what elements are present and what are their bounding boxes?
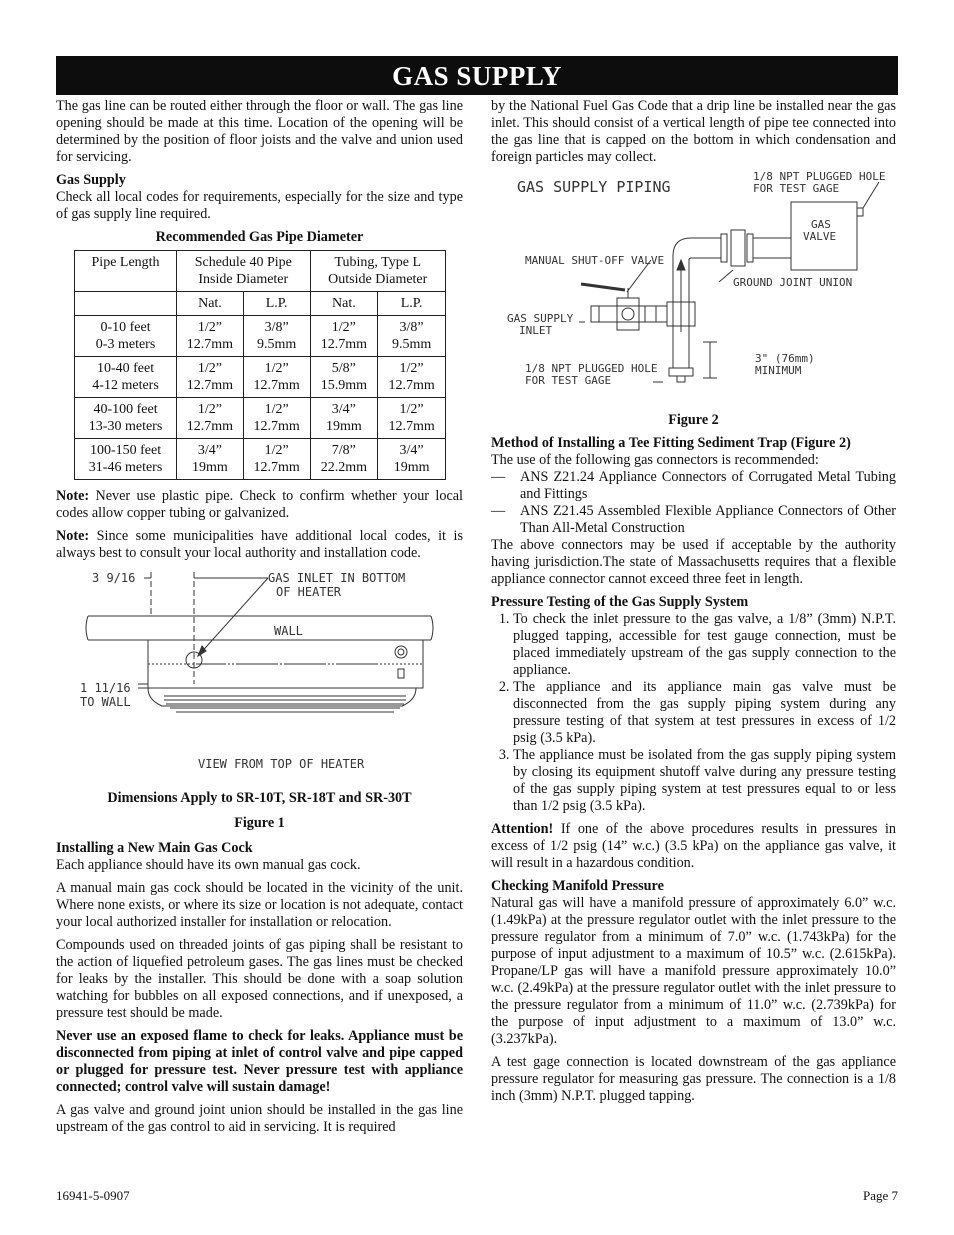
figure-2-diagram [491,172,896,408]
list-item: 2. The appliance and its appliance main gas valve must be disconnected from the gas supply piping system during any pressure testing of that system at test pressures in excess of 1/2 psig (3.5 kPa). [513,679,896,747]
fig2-min-2: MINIMUM [755,364,802,377]
new-gas-cock-text: Each appliance should have its own manual gas cock. [56,857,361,873]
figure-1-note: Dimensions Apply to SR-10T, SR-18T and SR-30T [107,790,412,806]
page-title: GAS SUPPLY [56,56,898,95]
fig2-plug-bot: 1/8 NPT PLUGGED HOLE [525,362,658,375]
gas-supply-text: Check all local codes for requirements, especially for the size and type of gas supply line required. [56,189,463,222]
figure-1-diagram [56,572,463,784]
list-item: — ANS Z21.45 Assembled Flexible Appliance Connectors of Other Than All-Metal Construction [491,503,896,536]
drip-line-paragraph: by the National Fuel Gas Code that a drip line be installed near the gas inlet. This should consist of a vertical length of pipe tee connected into the gas line that is capped on the bottom in which condensation and foreign particles may collect. [491,98,896,165]
table-caption: Recommended Gas Pipe Diameter [155,229,364,245]
massachusetts-paragraph: The above connectors may be used if acceptable by the authority having jurisdiction.The state of Massachusetts requires that a flexible appliance connector cannot exceed three feet in length. [491,537,896,587]
valve-paragraph: A gas valve and ground joint union should be installed in the gas line upstream of the gas control to aid in servicing. It is required [56,1102,463,1135]
table-row: 100-150 feet 31-46 meters 3/4” 19mm 1/2” 12.7mm 7/8” 22.2mm 3/4” 19mm [75,439,446,480]
fig1-dim-a: 3 9/16 [92,572,136,585]
fig1-dim-b: 1 11/16 [80,681,131,695]
table-subheader-row: Nat. L.P. Nat. L.P. [75,292,446,316]
attention-paragraph: Attention! If one of the above procedures results in pressures in excess of 1/2 psig (14” w.c.) (3.5 kPa) on the appliance gas valve, it will result in a hazardous condition. [491,821,896,871]
manifold-paragraph: Natural gas will have a manifold pressure of approximately 6.0” w.c. (1.49kPa) at the pressure regulator outlet with the inlet pressure to the pressure regulator from a minimum of 7.0” w.c. (1.743kPa) for the purpose of input adjustment to a maximum of 10.5” w.c. (2.615kPa). Propane/LP gas will have a manifold pressure approximately 10.0” w.c. (2.49kPa) at the pressure regulator outlet with the inlet pressure to the pressure regulator from a minimum of 11.0” w.c. (2.739kPa) for the purpose of input adjustment to a maximum of 13.0” w.c. (3.237kPa). [491,895,896,1047]
table-header-row [75,251,446,292]
fig1-view-label: VIEW FROM TOP OF HEATER [198,757,365,771]
page-number: Page 7 [862,1188,898,1203]
figure-1-caption: Figure 1 [234,815,285,831]
header-tubing: Tubing, Type L Outside Diameter [310,251,446,292]
header-pipe-length: Pipe Length [75,251,177,292]
manifold-heading: Checking Manifold Pressure [491,878,664,894]
tee-fitting-text: The use of the following gas connectors is recommended: [491,452,819,468]
left-column [56,98,463,1142]
compounds-paragraph: Compounds used on threaded joints of gas piping shall be resistant to the action of liquefied petroleum gases. The gas lines must be checked for leaks by the installer. This should be done with a soap solution watching for bubbles on all exposed connections, and if unexposed, a pressure test should be made. [56,937,463,1021]
fig2-inlet: GAS SUPPLY [507,312,574,325]
fig1-inlet-label: GAS INLET IN BOTTOM [268,572,406,585]
pressure-testing-heading: Pressure Testing of the Gas Supply System [491,594,749,610]
tee-fitting-heading: Method of Installing a Tee Fitting Sediment Trap (Figure 2) [491,435,851,451]
gas-supply-heading: Gas Supply [56,172,126,188]
note-local-codes: Note: Since some municipalities have additional local codes, it is always best to consult your local authority and installation code. [56,528,463,561]
list-item: 3. The appliance must be isolated from the gas supply piping system by closing its equipment shutoff valve during any pressure testing of the gas supply piping system at test pressures equal to or less than 1/2 psig (3.5 kPa). [513,747,896,815]
document-number: 16941-5-0907 [56,1188,130,1203]
header-schedule-40: Schedule 40 Pipe Inside Diameter [177,251,310,292]
new-gas-cock-heading: Installing a New Main Gas Cock [56,840,253,856]
fig2-min: 3" (76mm) [755,352,815,365]
intro-paragraph: The gas line can be routed either through the floor or wall. The gas line opening should be made at this time. Location of the opening will be determined by the position of floor joists and the valve and union used for servicing. [56,98,463,165]
manual-cock-paragraph: A manual main gas cock should be located in the vicinity of the unit. Where none exists, or where its size or location is not adequate, contact your local authorized installer for installation or relocation. [56,880,463,930]
fig2-plug-bot-2: FOR TEST GAGE [525,374,612,387]
list-item: — ANS Z21.24 Appliance Connectors of Corrugated Metal Tubing and Fittings [491,469,896,502]
table-row: 0-10 feet 0-3 meters 1/2” 12.7mm 3/8” 9.5mm 1/2” 12.7mm 3/8” 9.5mm [75,316,446,357]
fig2-plug-top-2: FOR TEST GAGE [753,182,840,195]
fig2-title: GAS SUPPLY PIPING [517,178,671,196]
gas-pipe-table [74,250,446,480]
fig2-union: GROUND JOINT UNION [733,276,853,289]
list-item: 1. To check the inlet pressure to the gas valve, a 1/8” (3mm) N.P.T. plugged tapping, accessible for test gauge connection, must be placed immediately upstream of the gas supply connection to the appliance. [513,611,896,679]
fig2-inlet-2: INLET [519,324,553,337]
fig1-inlet-label-2: OF HEATER [276,585,342,599]
right-column [491,98,896,1111]
pressure-test-list [491,611,896,815]
fig2-shutoff: MANUAL SHUT-OFF VALVE [525,254,665,267]
fig1-wall-label: WALL [274,624,303,638]
fig2-valve-2: VALVE [803,230,837,243]
figure-2-caption: Figure 2 [668,412,719,428]
note-plastic-pipe: Note: Never use plastic pipe. Check to confirm whether your local codes allow copper tubing or galvanized. [56,488,463,521]
table-row: 10-40 feet 4-12 meters 1/2” 12.7mm 1/2” 12.7mm 5/8” 15.9mm 1/2” 12.7mm [75,357,446,398]
table-row: 40-100 feet 13-30 meters 1/2” 12.7mm 1/2” 12.7mm 3/4” 19mm 1/2” 12.7mm [75,398,446,439]
fig1-dim-b-2: TO WALL [80,695,131,709]
flame-warning: Never use an exposed flame to check for leaks. Appliance must be disconnected from piping at inlet of control valve and pipe capped or plugged for pressure test. Never pressure test with appliance connected; control valve will sustain damage! [56,1028,463,1095]
fig2-valve: GAS [811,218,831,231]
test-gage-paragraph: A test gage connection is located downstream of the gas appliance pressure regulator for measuring gas pressure. The connection is a 1/8 inch (3mm) N.P.T. plugged tapping. [491,1054,896,1104]
fig2-plug-top: 1/8 NPT PLUGGED HOLE [753,172,886,183]
